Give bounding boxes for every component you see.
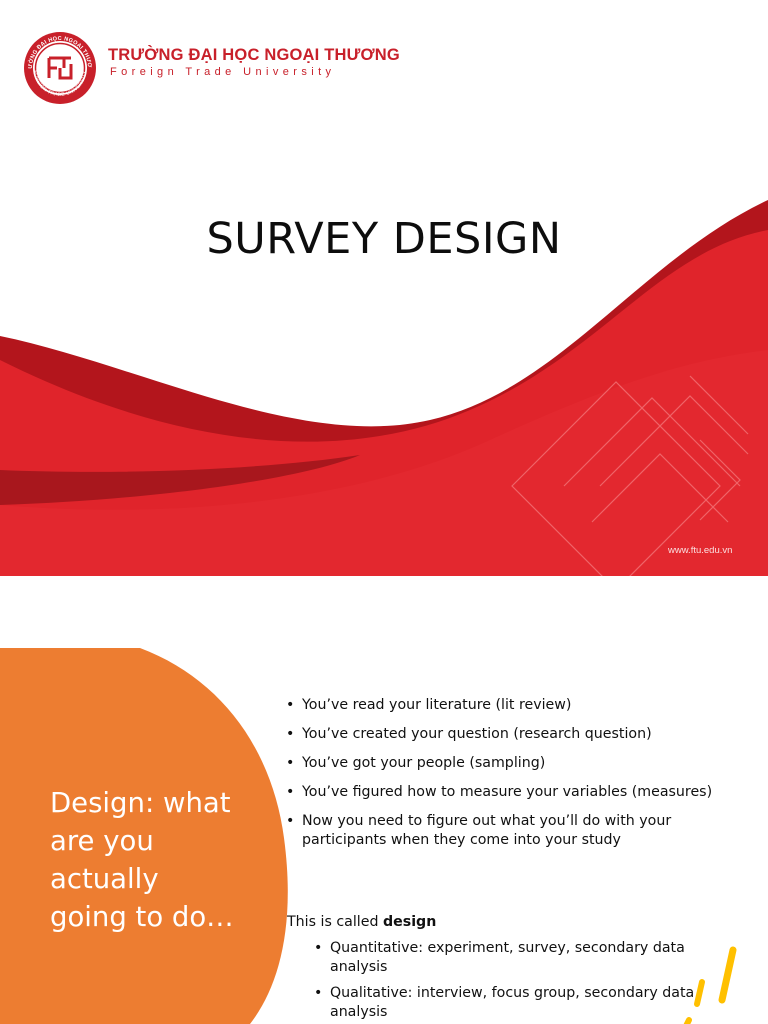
bullet-item: • You’ve created your question (research question)	[286, 725, 726, 744]
website-url: www.ftu.edu.vn	[668, 545, 733, 556]
svg-text:TRƯỜNG ĐẠI HỌC NGOẠI THƯƠNG: ƯỜNG ĐẠI HỌC NGOẠI THƯƠ	[27, 35, 93, 69]
ftu-logo	[22, 30, 98, 106]
bullet-item: • Now you need to figure out what you’ll do with your participants when they come into your study	[286, 812, 726, 850]
design-type-item: • Quantitative: experiment, survey, secondary data analysis	[314, 939, 714, 977]
side-heading-line: going to do…	[50, 901, 234, 933]
design-intro-text: This is called	[287, 914, 383, 930]
bullet-item: • You’ve got your people (sampling)	[286, 754, 726, 773]
university-name: TRƯỜNG ĐẠI HỌC NGOẠI THƯƠNG	[108, 46, 400, 64]
university-subtitle: Foreign Trade University	[110, 66, 336, 78]
bullet-item: • You’ve figured how to measure your variables (measures)	[286, 783, 726, 802]
side-heading-line: actually	[50, 863, 159, 895]
yellow-accent-strokes	[0, 598, 768, 1024]
design-type-item: • Qualitative: interview, focus group, secondary data analysis	[314, 984, 714, 1022]
side-heading-line: Design: what	[50, 787, 231, 819]
side-heading-line: are you	[50, 825, 154, 857]
svg-text:FOREIGN TRADE UNIVERSITY: FOREIGN TRADE UNIVERSITY	[31, 70, 89, 99]
design-keyword: design	[382, 914, 437, 930]
bullet-item: • You’ve read your literature (lit review)	[286, 696, 726, 715]
slide-title: SURVEY DESIGN	[206, 214, 562, 264]
ftu-seal-logo-icon	[22, 30, 98, 106]
design-slide	[0, 598, 768, 1024]
